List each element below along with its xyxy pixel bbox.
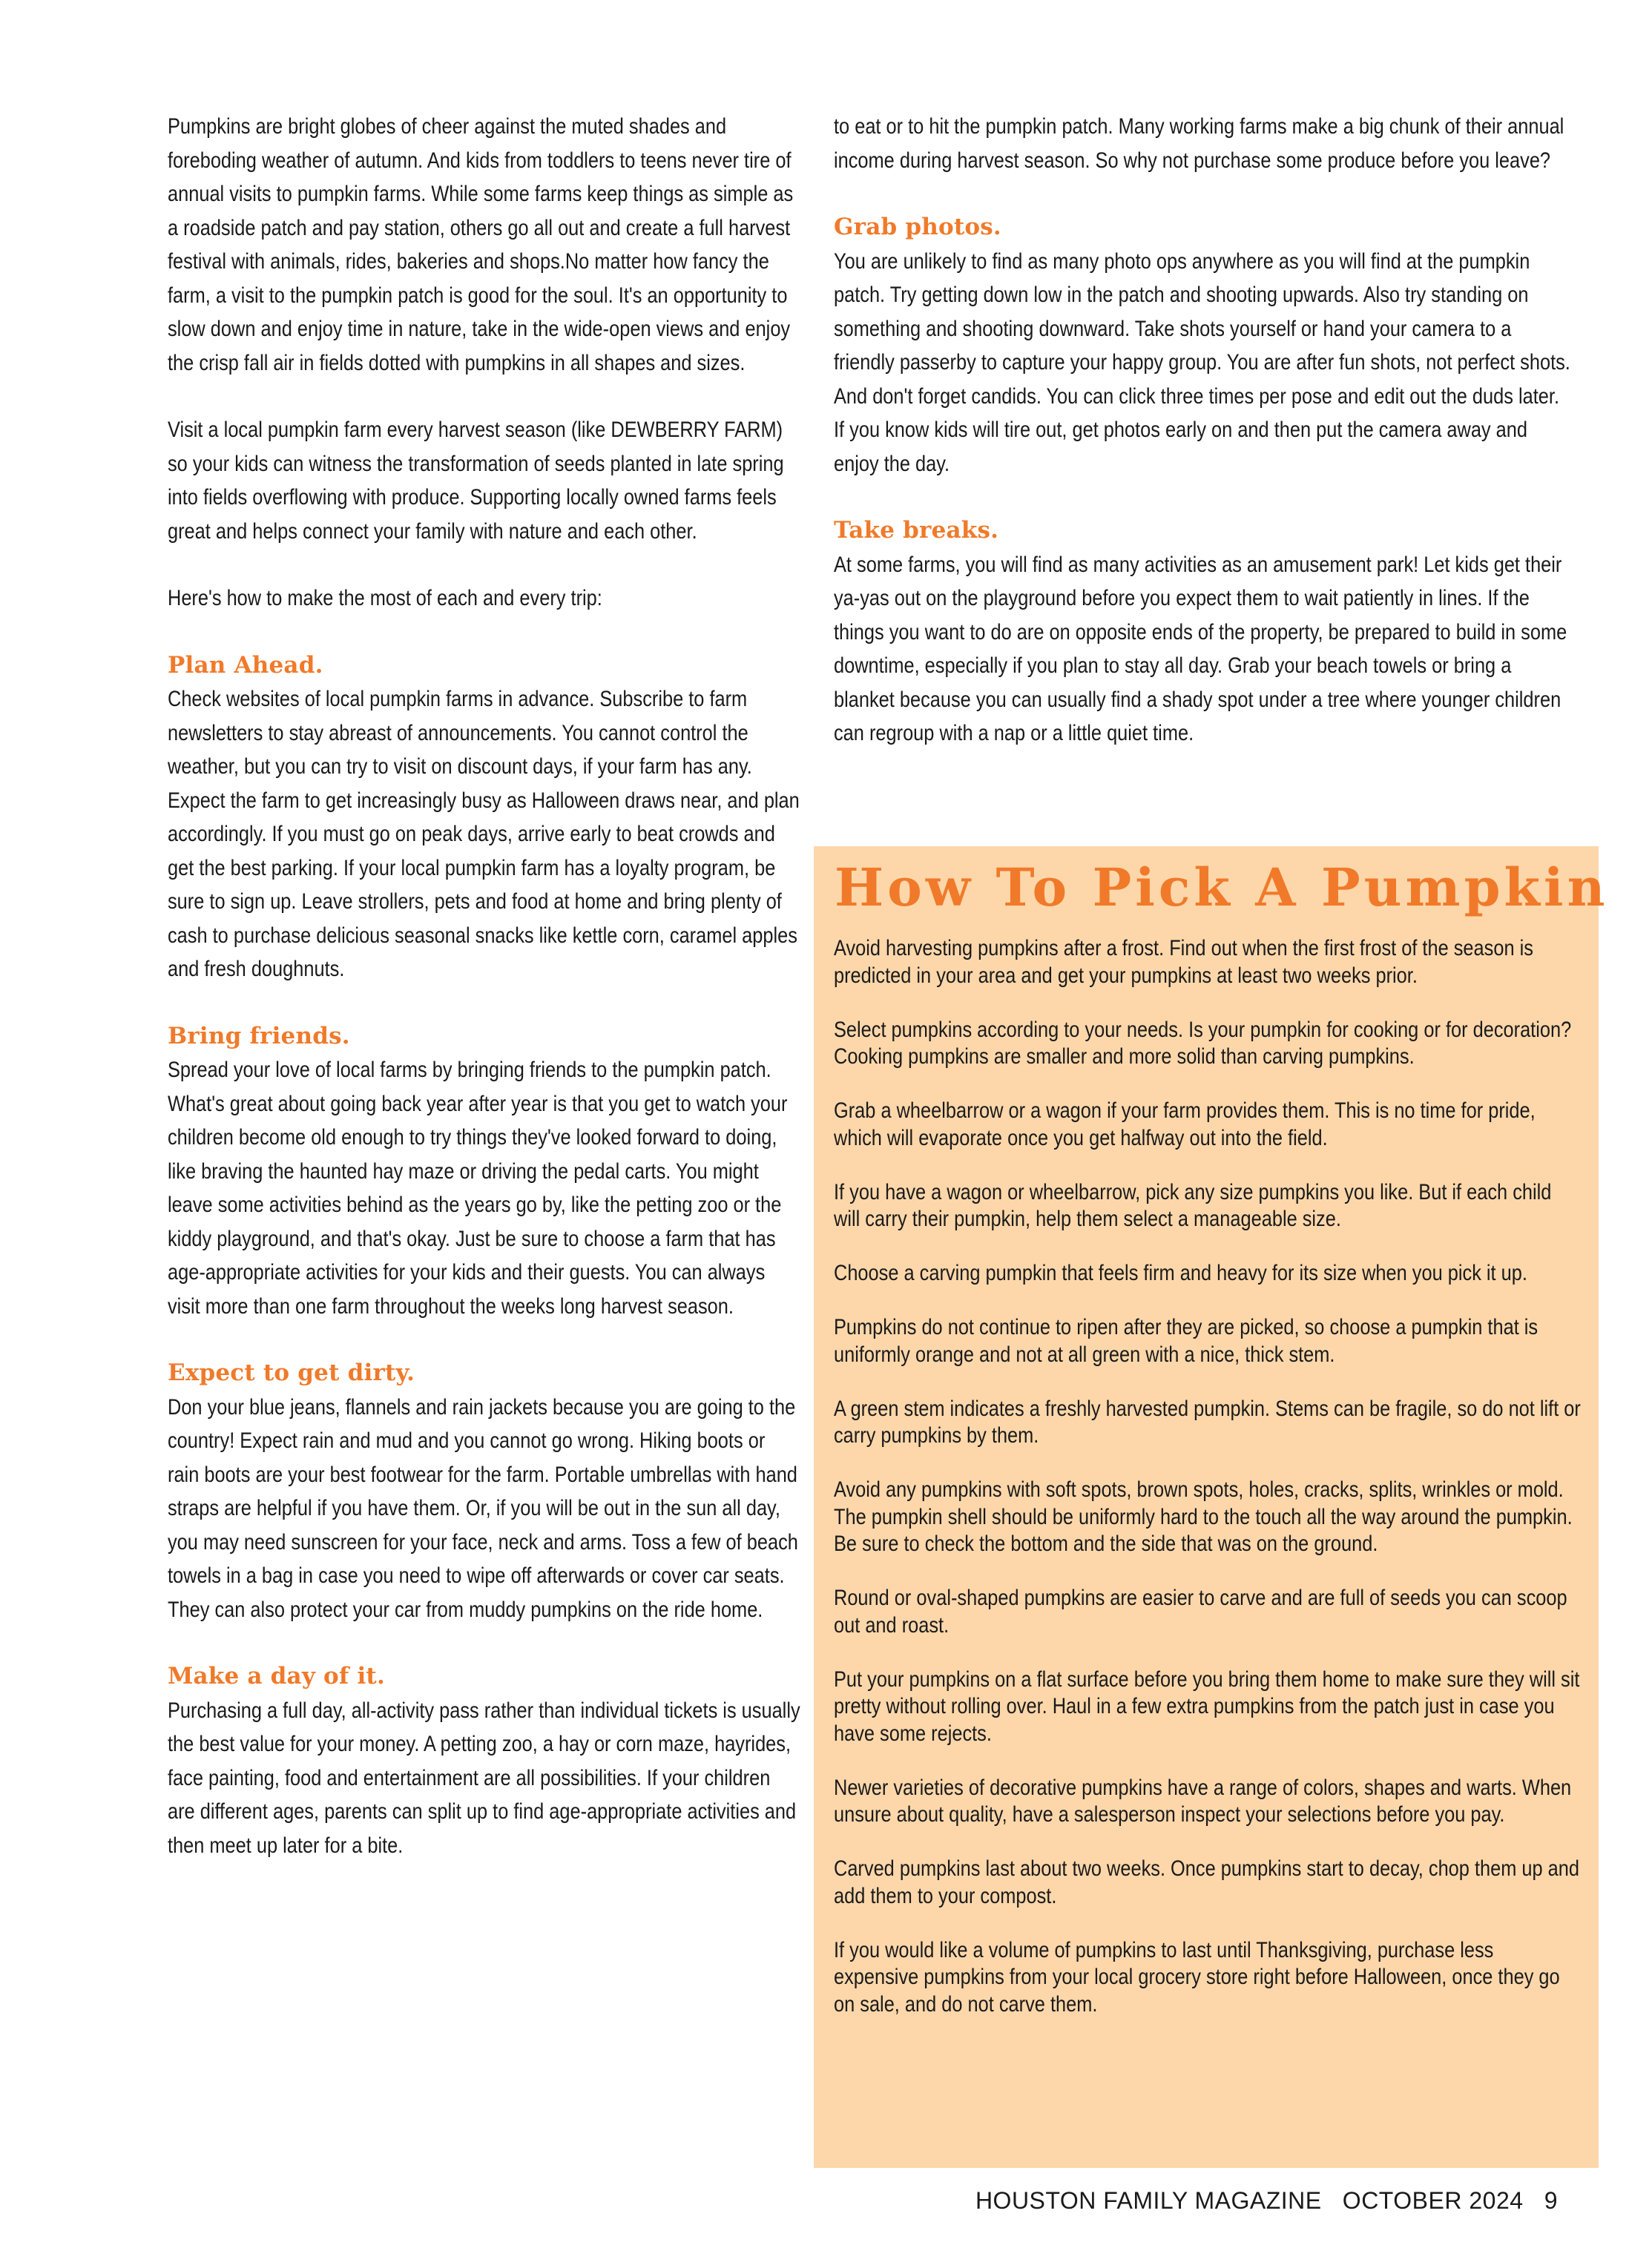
intro-paragraph-2: Visit a local pumpkin farm every harvest season (like DEWBERRY FARM) so your kids can witness the transformation of seeds planted in late spring into fields overflowing with produce. Supporting locally owned farms feels great and helps connect your family with nature and each other.: [168, 418, 784, 544]
pumpkin-tip: Avoid harvesting pumpkins after a frost. Find out when the first frost of the season is predicted in your area and get your pumpkins at least two weeks prior.: [834, 936, 1533, 988]
take-breaks-text: At some farms, you will find as many activities as an amusement park! Let kids get their ya-yas out on the playground before you expect them to wait patiently in lines. If the things you want to do are on opposite ends of the property, be prepared to build in some downtime, especially if you plan to stay all day. Grab your beach towels or bring a blanket because you can usually find a shady spot under a tree where younger children can regroup with a nap or a little quiet time.: [834, 552, 1567, 745]
bring-friends-text: Spread your love of local farms by bringing friends to the pumpkin patch. What's great about going back year after year is that you get to watch your children become old enough to try things they've looked forward to doing, like braving the haunted hay maze or driving the pedal carts. You might leave some activities behind as the years go by, like the petting zoo or the kiddy playground, and that's okay. Just be sure to choose a farm that has age-appropriate activities for your kids and their guests. You can always visit more than one farm throughout the weeks long harvest season.: [168, 1058, 788, 1319]
intro-paragraph-3: Here's how to make the most of each and every trip:: [168, 586, 602, 610]
make-a-day-heading: Make a day of it.: [168, 1663, 385, 1690]
pumpkin-tip: Avoid any pumpkins with soft spots, brown spots, holes, cracks, splits, wrinkles or mold. The pumpkin shell should be uniformly hard to the touch all the way around the pumpkin. Be sure to check the bottom and the side that was on the ground.: [834, 1477, 1573, 1556]
make-a-day-text: Purchasing a full day, all-activity pass rather than individual tickets is usually the best value for your money. A petting zoo, a hay or corn maze, hayrides, face painting, food and entertainment are all possibilities. If your children are different ages, parents can split up to find age-appropriate activities and then meet up later for a bite.: [168, 1698, 800, 1858]
pick-a-pumpkin-title: How To Pick A Pumpkin: [835, 857, 1609, 918]
pumpkin-tip: Newer varieties of decorative pumpkins have a range of colors, shapes and warts. When unsure about quality, have a salesperson inspect your selections before you pay.: [834, 1775, 1572, 1827]
grab-photos-heading: Grab photos.: [834, 214, 1001, 240]
page-number: 9: [1544, 2187, 1558, 2214]
pumpkin-tip: A green stem indicates a freshly harvested pumpkin. Stems can be fragile, so do not lift or carry pumpkins by them.: [834, 1396, 1581, 1448]
pumpkin-tips-list: [834, 935, 1583, 2018]
right-column: [834, 110, 1576, 751]
plan-ahead-heading: Plan Ahead.: [168, 651, 323, 679]
pumpkin-tip: Pumpkins do not continue to ripen after they are picked, so choose a pumpkin that is uniformly orange and not at all green with a nice, thick stem.: [834, 1315, 1539, 1367]
left-column: [168, 110, 802, 1862]
pumpkin-tip: Select pumpkins according to your needs. Is your pumpkin for cooking or for decoration? Cooking pumpkins are smaller and more solid than carving pumpkins.: [834, 1017, 1572, 1069]
intro-paragraph-1: Pumpkins are bright globes of cheer against the muted shades and foreboding weather of autumn. And kids from toddlers to teens never tire of annual visits to pumpkin farms. While some farms keep things as simple as a roadside patch and pay station, others go all out and create a full harvest festival with animals, rides, bakeries and shops.No matter how fancy the farm, a visit to the pumpkin patch is good for the soul. It's an opportunity to slow down and enjoy time in nature, take in the wide-open views and enjoy the crisp fall air in fields dotted with pumpkins in all shapes and sizes.: [168, 114, 794, 375]
pumpkin-tip: Round or oval-shaped pumpkins are easier to carve and are full of seeds you can scoop out and roast.: [834, 1586, 1567, 1638]
continued-paragraph: to eat or to hit the pumpkin patch. Many working farms make a big chunk of their annual income during harvest season. So why not purchase some produce before you leave?: [834, 114, 1564, 173]
plan-ahead-text: Check websites of local pumpkin farms in advance. Subscribe to farm newsletters to stay abreast of announcements. You cannot control the weather, but you can try to visit on discount days, if your farm has any. Expect the farm to get increasingly busy as Halloween draws near, and plan accordingly. If you must go on peak days, arrive early to beat crowds and get the best parking. If your local pumpkin farm has a loyalty program, be sure to sign up. Leave strollers, pets and food at home and bring plenty of cash to purchase delicious seasonal snacks like kettle corn, caramel apples and fresh doughnuts.: [168, 687, 800, 981]
pumpkin-tip: If you would like a volume of pumpkins to last until Thanksgiving, purchase less expensive pumpkins from your local grocery store right before Halloween, once they go on sale, and do not carve them.: [834, 1937, 1560, 2017]
pick-a-pumpkin-sidebar: [814, 846, 1609, 2168]
expect-dirty-heading: Expect to get dirty.: [168, 1359, 415, 1386]
pumpkin-tip: Put your pumpkins on a flat surface before you bring them home to make sure they will sit pretty without rolling over. Haul in a few extra pumpkins from the patch just in case you have some rejects.: [834, 1667, 1580, 1746]
magazine-name: HOUSTON FAMILY MAGAZINE: [975, 2187, 1322, 2214]
pumpkin-tip: Grab a wheelbarrow or a wagon if your farm provides them. This is no time for pride, which will evaporate once you get halfway out into the field.: [834, 1098, 1536, 1150]
page-footer: [964, 2186, 1558, 2215]
issue-date: OCTOBER 2024: [1342, 2187, 1524, 2214]
pumpkin-tip: If you have a wagon or wheelbarrow, pick any size pumpkins you like. But if each child will carry their pumpkin, help them select a manageable size.: [834, 1179, 1552, 1231]
take-breaks-heading: Take breaks.: [834, 517, 999, 544]
grab-photos-text: You are unlikely to find as many photo ops anywhere as you will find at the pumpkin patch. Try getting down low in the patch and shooting upwards. Also try standing on something and shooting downward. Take shots yourself or hand your camera to a friendly passerby to capture your happy group. You are after fun shots, not perfect shots. And don't forget candids. You can click three times per pose and edit out the duds later. If you know kids will tire out, get photos early on and then put the camera away and enjoy the day.: [834, 248, 1570, 476]
bring-friends-heading: Bring friends.: [168, 1022, 350, 1049]
pumpkin-tip: Carved pumpkins last about two weeks. Once pumpkins start to decay, chop them up and add them to your compost.: [834, 1856, 1579, 1908]
pumpkin-tip: Choose a carving pumpkin that feels firm and heavy for its size when you pick it up.: [834, 1261, 1527, 1285]
expect-dirty-text: Don your blue jeans, flannels and rain jackets because you are going to the country! Expect rain and mud and you cannot go wrong. Hiking boots or rain boots are your best footwear for the farm. Portable umbrellas with hand straps are helpful if you have them. Or, if you will be out in the sun all day, you may need sunscreen for your face, neck and arms. Toss a few of beach towels in a bag in case you need to wipe off afterwards or cover car seats. They can also protect your car from muddy pumpkins on the ride home.: [168, 1394, 798, 1622]
